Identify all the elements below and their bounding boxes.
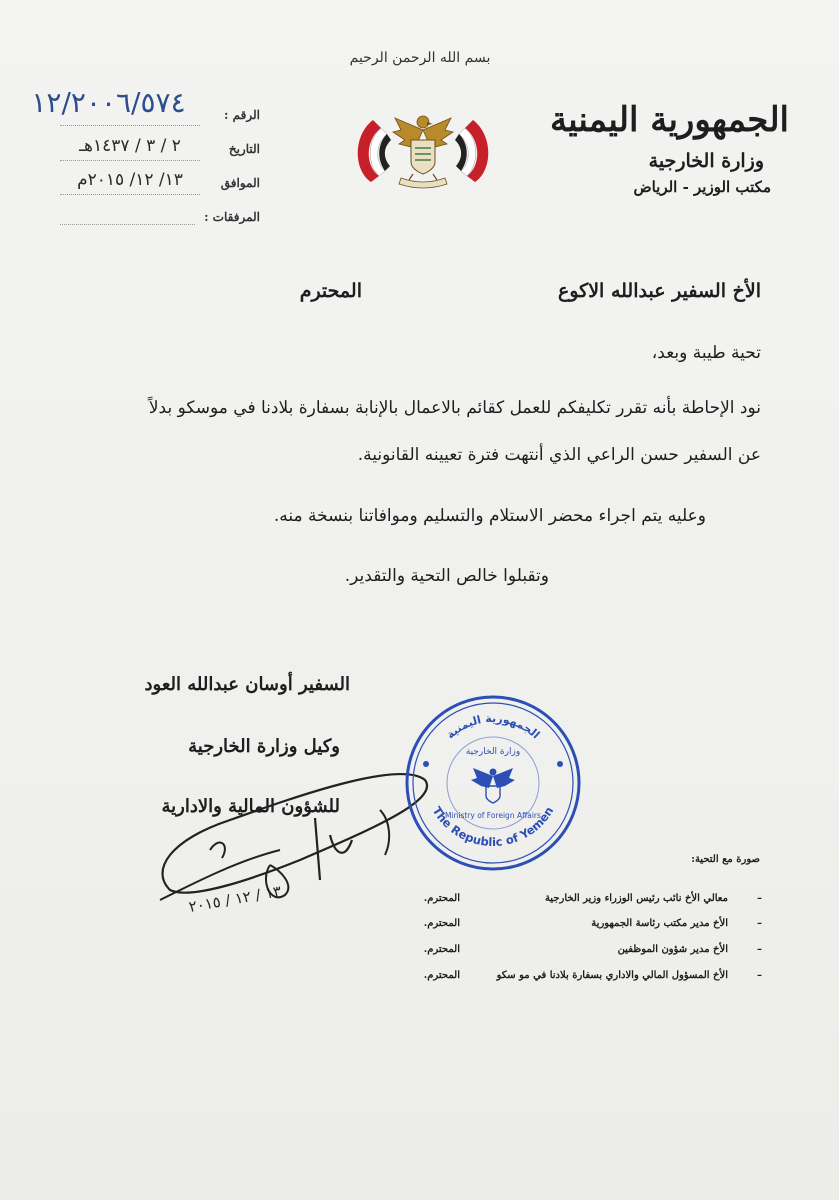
- cc-item-text: معالي الأخ نائب رئيس الوزراء وزير الخارجية: [544, 893, 728, 904]
- stamp-arabic-title: الجمهورية اليمنية: [443, 711, 543, 742]
- cc-dash: –: [757, 944, 762, 955]
- ministry-name: وزارة الخارجية: [648, 150, 764, 172]
- signatory-title-2: للشؤون المالية والادارية: [161, 796, 340, 817]
- signature-date: ١٣ / ١٢ / ٢٠١٥: [187, 882, 283, 916]
- greeting: تحية طيبة وبعد،: [651, 343, 761, 363]
- cc-item-honorific: المحترم.: [423, 918, 460, 929]
- attachments-line: [60, 224, 195, 225]
- stamp-arabic-ministry: وزارة الخارجية: [465, 747, 521, 757]
- date-value: ٢ / ٣ / ١٤٣٧هـ: [79, 136, 181, 156]
- ministry-stamp: [402, 692, 584, 874]
- cc-heading: صورة مع التحية:: [691, 854, 760, 865]
- cc-dash: –: [757, 970, 762, 981]
- cc-item-text: الأخ مدير مكتب رئاسة الجمهورية: [591, 918, 728, 929]
- addressee: الأخ السفير عبدالله الاكوع: [558, 280, 761, 302]
- number-line: [60, 125, 200, 126]
- date-label: التاريخ: [228, 142, 260, 156]
- addressee-honorific: المحترم: [299, 280, 362, 302]
- basmala: بسم الله الرحمن الرحيم: [349, 50, 491, 66]
- stamp-english-ministry: Ministry of Foreign Affairs: [445, 811, 541, 820]
- closing: وتقبلوا خالص التحية والتقدير.: [344, 566, 549, 586]
- attachments-label: المرفقات :: [204, 210, 260, 224]
- cc-item-honorific: المحترم.: [423, 970, 460, 981]
- cc-item-honorific: المحترم.: [423, 893, 460, 904]
- cc-item-honorific: المحترم.: [423, 944, 460, 955]
- paragraph-2: وعليه يتم اجراء محضر الاستلام والتسليم وموافاتنا بنسخة منه.: [273, 506, 706, 526]
- stamp-eagle-icon: [471, 768, 515, 803]
- cc-dash: –: [757, 893, 762, 904]
- corresponding-label: الموافق: [220, 176, 260, 190]
- cc-item-1: [410, 893, 762, 913]
- cc-item-4: [410, 970, 762, 990]
- paragraph-1-line-1: نود الإحاطة بأنه تقرر تكليفكم للعمل كقائم بالاعمال بالإنابة بسفارة بلادنا في موسكو بدلاً: [148, 398, 761, 418]
- corresponding-value: ١٣/ ١٢/ ٢٠١٥م: [77, 170, 183, 190]
- cc-item-3: [410, 944, 762, 964]
- country-name: الجمهورية اليمنية: [549, 100, 789, 140]
- number-label: الرقم :: [224, 108, 260, 122]
- date-line: [60, 160, 200, 161]
- stamp-english-country: The Republic of Yemen: [429, 804, 557, 849]
- handwritten-signature: [130, 740, 430, 940]
- number-value: ١٢/٢٠٠٦/٥٧٤: [31, 86, 186, 119]
- cc-item-text: الأخ المسؤول المالي والاداري بسفارة بلادنا في مو سكو: [496, 970, 728, 981]
- cc-dash: –: [757, 918, 762, 929]
- signatory-name: السفير أوسان عبدالله العود: [144, 674, 350, 695]
- office-name: مكتب الوزير - الرياض: [633, 178, 771, 196]
- cc-item-text: الأخ مدير شؤون الموظفين: [617, 944, 728, 955]
- cc-item-2: [410, 918, 762, 938]
- paragraph-1-line-2: عن السفير حسن الراعي الذي أنتهت فترة تعيينه القانونية.: [357, 445, 761, 465]
- signatory-title-1: وكيل وزارة الخارجية: [188, 736, 340, 757]
- yemen-emblem-icon: [343, 100, 503, 200]
- corresponding-line: [60, 194, 200, 195]
